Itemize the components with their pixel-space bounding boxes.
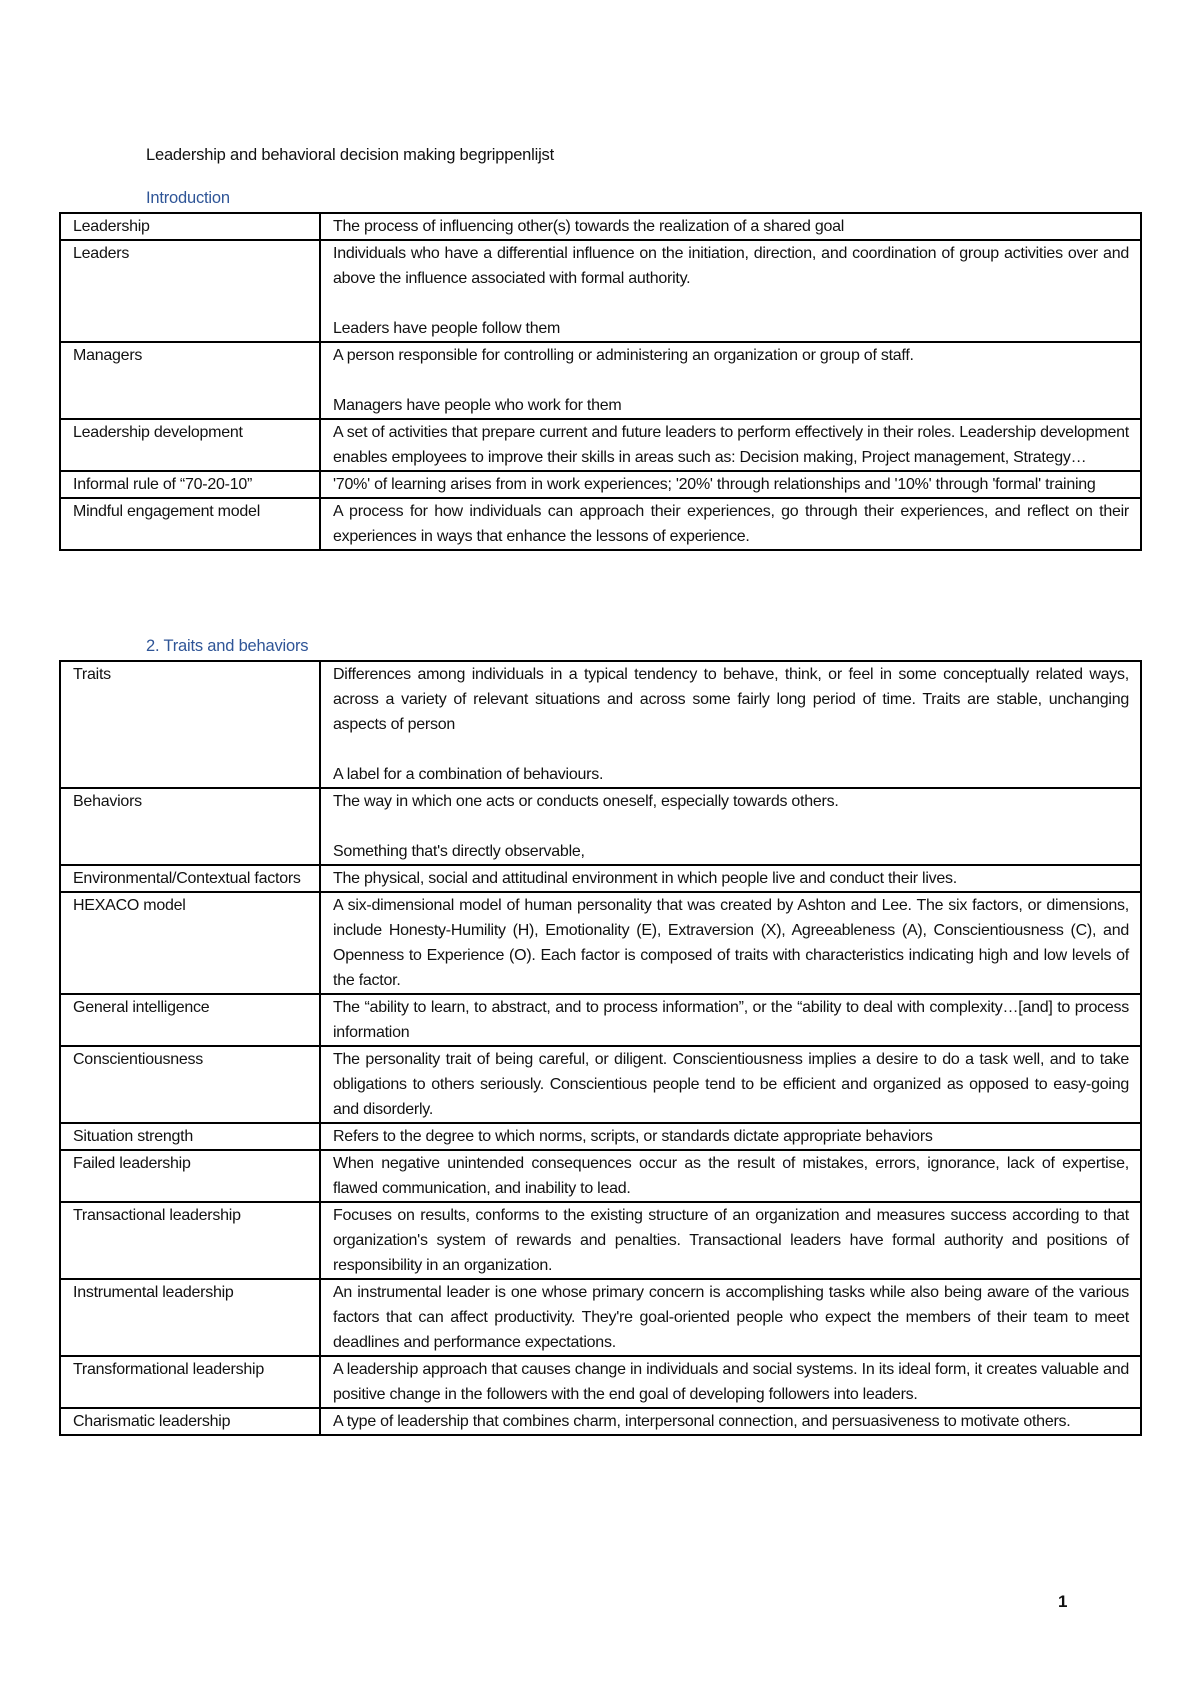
definition-paragraph: The process of influencing other(s) towards the realization of a shared goal [333,218,845,235]
definition-paragraph: Leaders have people follow them [333,320,561,337]
document-title: Leadership and behavioral decision making begrippenlijst [146,146,554,164]
table-row [60,1356,1141,1408]
definition-cell [320,994,1141,1046]
section-heading-traits-and-behaviors: 2. Traits and behaviors [146,637,309,655]
paragraph-gap [333,291,1129,316]
table-row [60,1150,1141,1202]
term-cell: Managers [60,342,320,419]
definition-cell [320,1046,1141,1123]
definition-paragraph: The physical, social and attitudinal environment in which people live and conduct their lives. [333,870,957,887]
definition-paragraph: Individuals who have a differential influence on the initiation, direction, and coordination of group activities over and above the influence associated with formal authority. [333,245,1129,287]
definition-paragraph: Focuses on results, conforms to the existing structure of an organization and measures success according to that organization's system of rewards and penalties. Transactional leaders have formal authority and positions of responsibility in an organization. [333,1207,1129,1274]
paragraph-gap [333,814,1129,839]
term-cell: Charismatic leadership [60,1408,320,1435]
definition-paragraph: A process for how individuals can approach their experiences, go through their experiences, and reflect on their experiences in ways that enhance the lessons of experience. [333,503,1129,545]
section-heading-introduction: Introduction [146,189,230,207]
glossary-table-body [60,661,1141,1435]
term-cell: Environmental/Contextual factors [60,865,320,892]
paragraph-gap [333,368,1129,393]
term-cell: General intelligence [60,994,320,1046]
term-cell: Instrumental leadership [60,1279,320,1356]
table-row [60,342,1141,419]
glossary-table-traits-and-behaviors [59,660,1142,1436]
definition-cell [320,213,1141,240]
term-cell: Failed leadership [60,1150,320,1202]
definition-cell [320,788,1141,865]
definition-paragraph: Differences among individuals in a typical tendency to behave, think, or feel in some conceptually related ways, across a variety of relevant situations and across some fairly long period of time. Traits are stable, unchanging aspects of person [333,666,1129,733]
table-row [60,1408,1141,1435]
definition-paragraph: Refers to the degree to which norms, scripts, or standards dictate appropriate behaviors [333,1128,933,1145]
term-cell: Transactional leadership [60,1202,320,1279]
definition-paragraph: The “ability to learn, to abstract, and to process information”, or the “ability to deal with complexity…[and] to process information [333,999,1129,1041]
definition-paragraph: An instrumental leader is one whose primary concern is accomplishing tasks while also being aware of the various factors that can affect productivity. They're goal-oriented people who expect the members of their team to meet deadlines and performance expectations. [333,1284,1129,1351]
definition-cell [320,661,1141,788]
table-row [60,865,1141,892]
table-row [60,1279,1141,1356]
page-number: 1 [1058,1592,1068,1611]
glossary-table-introduction [59,212,1142,551]
term-cell: Transformational leadership [60,1356,320,1408]
definition-paragraph: The personality trait of being careful, or diligent. Conscientiousness implies a desire to do a task well, and to take obligations to others seriously. Conscientious people tend to be efficient and organized as opposed to easy-going and disorderly. [333,1051,1129,1118]
table-row [60,498,1141,550]
definition-cell [320,471,1141,498]
definition-paragraph: A person responsible for controlling or administering an organization or group of staff. [333,347,914,364]
term-cell: Traits [60,661,320,788]
table-row [60,661,1141,788]
definition-paragraph: A set of activities that prepare current and future leaders to perform effectively in their roles. Leadership development enables employees to improve their skills in areas such as: Decision making, Project management, Strategy… [333,424,1129,466]
definition-paragraph: A leadership approach that causes change in individuals and social systems. In its ideal form, it creates valuable and positive change in the followers with the end goal of developing followers into leaders. [333,1361,1129,1403]
term-cell: Informal rule of “70-20-10” [60,471,320,498]
definition-cell [320,865,1141,892]
definition-cell [320,1123,1141,1150]
definition-paragraph: A type of leadership that combines charm, interpersonal connection, and persuasiveness to motivate others. [333,1413,1071,1430]
table-row [60,788,1141,865]
definition-cell [320,1150,1141,1202]
table-row [60,419,1141,471]
table-row [60,1123,1141,1150]
definition-cell [320,1279,1141,1356]
definition-paragraph: The way in which one acts or conducts oneself, especially towards others. [333,793,839,810]
term-cell: Mindful engagement model [60,498,320,550]
glossary-table-body [60,213,1141,550]
definition-cell [320,240,1141,342]
term-cell: Behaviors [60,788,320,865]
definition-paragraph: Something that's directly observable, [333,843,585,860]
term-cell: HEXACO model [60,892,320,994]
definition-cell [320,1356,1141,1408]
table-row [60,892,1141,994]
term-cell: Leadership [60,213,320,240]
definition-paragraph: A label for a combination of behaviours. [333,766,604,783]
table-row [60,471,1141,498]
definition-cell [320,892,1141,994]
term-cell: Leaders [60,240,320,342]
definition-paragraph: '70%' of learning arises from in work experiences; '20%' through relationships and '10%' through 'formal' training [333,476,1096,493]
table-row [60,1046,1141,1123]
definition-cell [320,1202,1141,1279]
term-cell: Conscientiousness [60,1046,320,1123]
definition-paragraph: Managers have people who work for them [333,397,622,414]
definition-paragraph: When negative unintended consequences occur as the result of mistakes, errors, ignorance, lack of expertise, flawed communication, and inability to lead. [333,1155,1129,1197]
table-row [60,213,1141,240]
definition-cell [320,498,1141,550]
term-cell: Situation strength [60,1123,320,1150]
definition-cell [320,419,1141,471]
term-cell: Leadership development [60,419,320,471]
definition-paragraph: A six-dimensional model of human personality that was created by Ashton and Lee. The six factors, or dimensions, include Honesty-Humility (H), Emotionality (E), Extraversion (X), Agreeableness (A), Conscientiousness (C), and Openness to Experience (O). Each factor is composed of traits with characteristics indicating high and low levels of the factor. [333,897,1129,989]
definition-cell [320,1408,1141,1435]
table-row [60,240,1141,342]
table-row [60,1202,1141,1279]
table-row [60,994,1141,1046]
paragraph-gap [333,737,1129,762]
definition-cell [320,342,1141,419]
